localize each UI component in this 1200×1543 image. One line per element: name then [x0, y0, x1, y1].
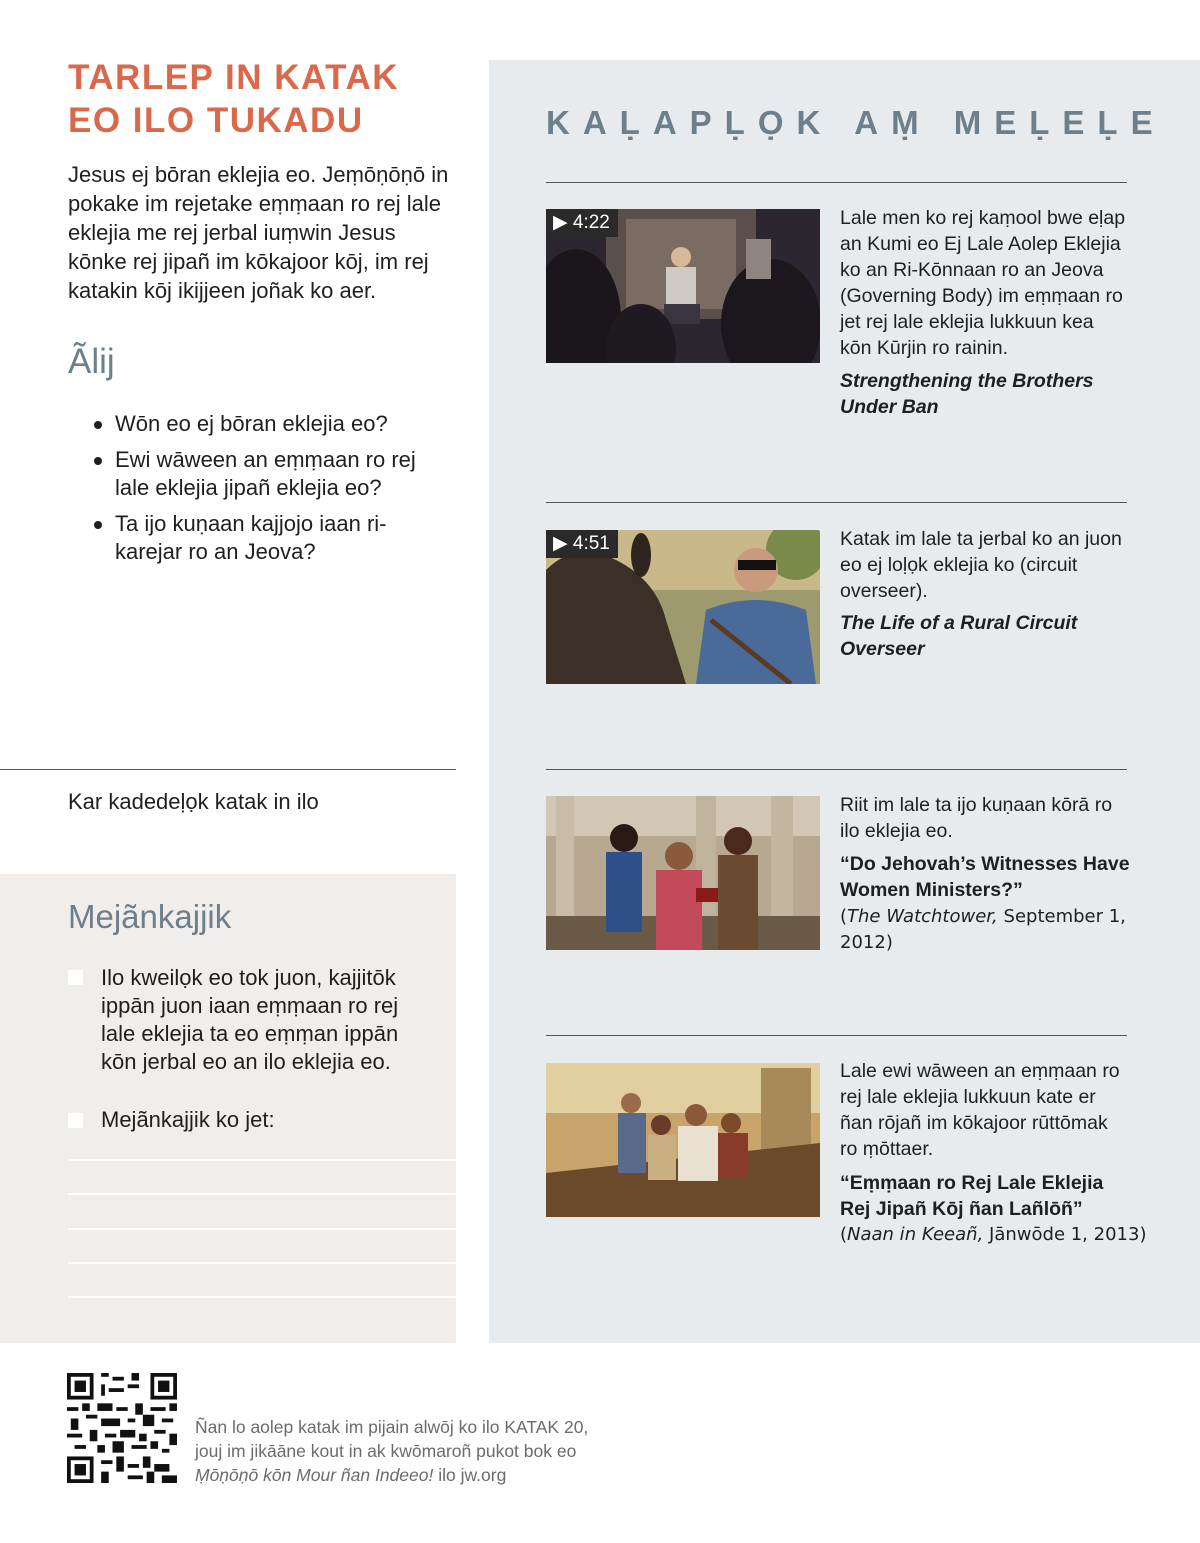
footer-line1: Ñan lo aolep katak im pijain alwōj ko ilo KATAK 20, [195, 1417, 589, 1437]
article-thumbnail[interactable] [546, 796, 820, 950]
article-description: Lale ewi wāween an eṃṃaan ro rej lale eklejia lukkuun kate er ñan rōjañ im kōkajoor rūttōmak ro ṃōttaer. [840, 1060, 1120, 1160]
goal-text: Ilo kweilọk eo tok juon, kajjitōk ippān juon iaan eṃṃaan ro rej lale eklejia ta eo eṃṃan ippān kōn jerbal eo an ilo eklejia eo. [101, 965, 399, 1074]
video-description: Lale men ko rej kaṃool bwe eḷap an Kumi eo Ej Lale Aolep Eklejia ko an Ri-Kōnnaan ro an Jeova (Governing Body) im eṃṃaan ro jet rej lale eklejia lukkuun kea kōn Kūrjin ro rainin. [840, 207, 1126, 359]
divider [0, 769, 456, 770]
publication-name: Naan in Keeañ, [847, 1224, 984, 1245]
lesson-title [68, 56, 468, 142]
review-heading: Ãlij [68, 342, 115, 381]
write-line[interactable] [68, 1228, 456, 1230]
article-source: (The Watchtower, September 1, 2012) [840, 906, 1126, 953]
video-title-link[interactable]: The Life of a Rural Circuit Overseer [840, 612, 1078, 660]
qr-code-icon [67, 1373, 177, 1483]
goals-heading: Mejãnkajjik [68, 898, 232, 935]
divider [546, 769, 1127, 770]
divider [546, 502, 1127, 503]
video-thumbnail[interactable] [546, 209, 820, 363]
article-description: Riit im lale ta ijo kuṇaan kōrā ro ilo eklejia eo. [840, 794, 1113, 842]
publication-name: The Watchtower, [847, 906, 998, 927]
completed-date-label: Kar kadedeḷọk katak in ilo [68, 789, 319, 814]
footer-note [195, 1415, 635, 1487]
review-questions [92, 410, 452, 574]
lesson-title-line2: EO ILO TUKADU [68, 101, 364, 140]
write-line[interactable] [68, 1193, 456, 1195]
qr-code[interactable] [67, 1373, 177, 1483]
write-line[interactable] [68, 1262, 456, 1264]
other-goals-label: Mejãnkajjik ko jet: [101, 1107, 275, 1132]
list-item: Ewi wāween an eṃṃaan ro rej lale eklejia jipañ eklejia eo? [92, 446, 452, 502]
video-duration: ▶ 4:51 [546, 530, 618, 558]
intro-paragraph: Jesus ej bōran eklejia eo. Jeṃōṇōṇō in pokake im rejetake eṃṃaan ro rej lale eklejia me rej jerbal iuṃwin Jesus kōnke rej jipañ im kōkajoor kōj, im rej katakin kōj ikijjeen joñak ko aer. [68, 162, 449, 303]
video-title-link[interactable]: Strengthening the Brothers Under Ban [840, 370, 1094, 418]
video-duration: ▶ 4:22 [546, 209, 618, 237]
explore-heading: KAḶAPḶỌK AṂ MEḶEḶE [546, 104, 1166, 141]
lesson-title-line1: TARLEP IN KATAK [68, 58, 400, 97]
video-description: Katak im lale ta jerbal ko an juon eo ej loḷọk eklejia ko (circuit overseer). [840, 528, 1122, 602]
list-item: Wōn eo ej bōran eklejia eo? [92, 410, 452, 438]
video-thumbnail[interactable] [546, 530, 820, 684]
footer-site[interactable]: ilo jw.org [438, 1465, 507, 1485]
publication-date: Jānwōde 1, 2013 [989, 1224, 1140, 1245]
article-title-link[interactable]: “Do Jehovah’s Witnesses Have Women Ministers?” [840, 853, 1130, 901]
publication-date: September 1, 2012 [840, 906, 1126, 953]
goal-checkbox[interactable] [68, 970, 83, 985]
divider [546, 1035, 1127, 1036]
article-title-link[interactable]: “Eṃṃaan ro Rej Lale Eklejia Rej Jipañ Kōj ñan Lañlōñ” [840, 1172, 1104, 1220]
divider [546, 182, 1127, 183]
goal-checkbox[interactable] [68, 1113, 83, 1128]
footer-line2: jouj im jikāāne kout in ak kwōmaroñ pukot bok eo [195, 1441, 577, 1461]
elders-encouraging-image [546, 1063, 820, 1217]
write-line[interactable] [68, 1159, 456, 1161]
footer-book-title: Ṃōṇōṇō kōn Mour ñan Indeeo! [195, 1465, 434, 1485]
article-source: (Naan in Keeañ, Jānwōde 1, 2013) [840, 1224, 1147, 1245]
article-thumbnail[interactable] [546, 1063, 820, 1217]
women-reading-image [546, 796, 820, 950]
write-line[interactable] [68, 1296, 456, 1298]
list-item: Ta ijo kuṇaan kajjojo iaan ri-karejar ro an Jeova? [92, 510, 452, 566]
